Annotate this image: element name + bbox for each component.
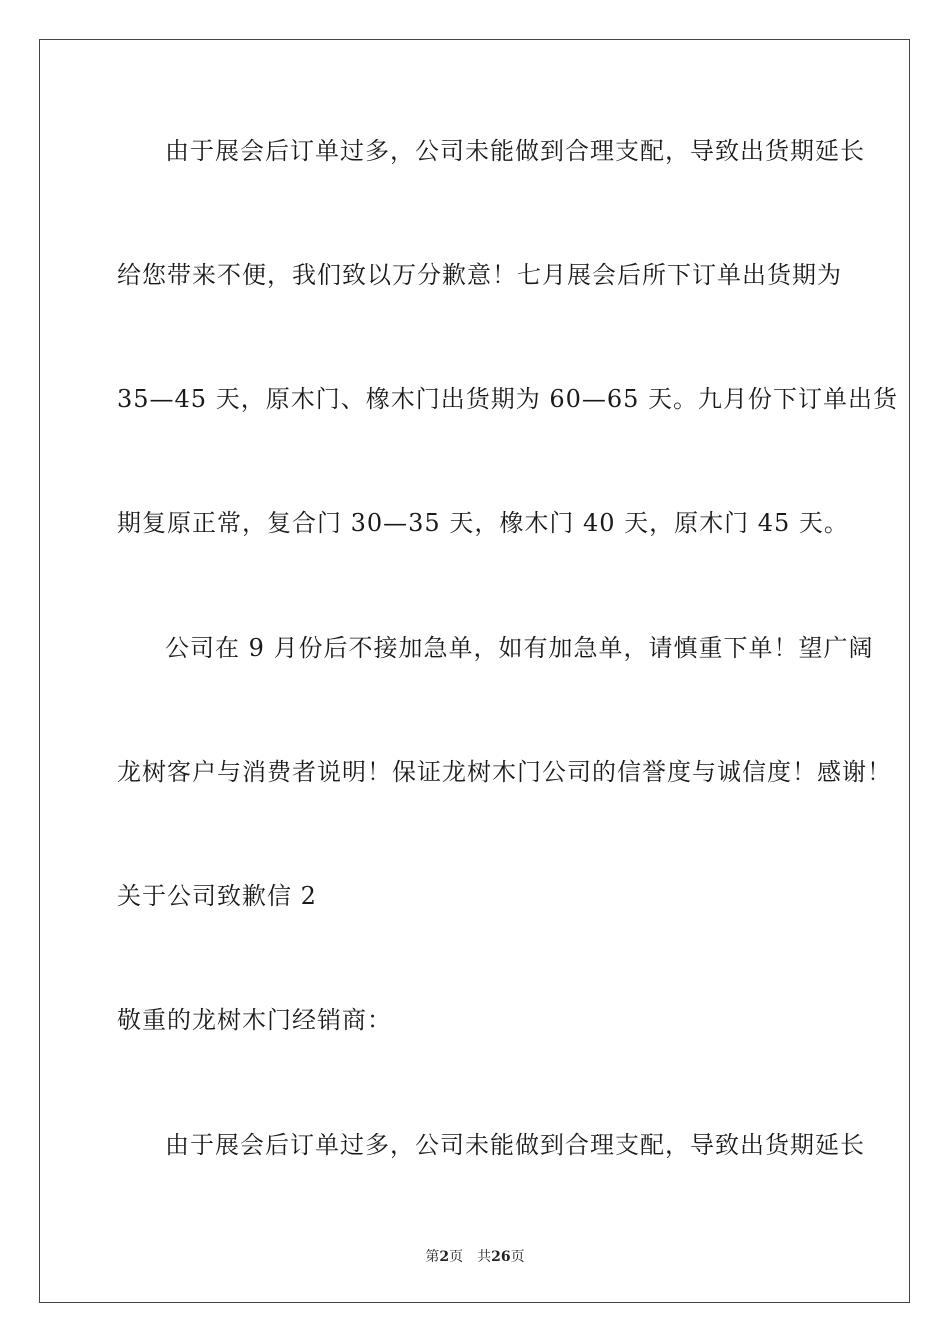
page-footer xyxy=(0,1248,950,1266)
paragraph-line-7: 由于展会后订单过多，公司未能做到合理支配，导致出货期延长 xyxy=(165,1131,865,1159)
footer-total-suffix: 页 xyxy=(510,1249,525,1265)
page-frame xyxy=(39,39,910,1303)
paragraph-line-4: 期复原正常，复合门 30—35 天，橡木门 40 天，原木门 45 天。 xyxy=(117,509,849,537)
paragraph-line-5: 公司在 9 月份后不接加急单，如有加急单，请慎重下单！望广阔 xyxy=(165,634,874,662)
salutation: 敬重的龙树木门经销商： xyxy=(117,1006,392,1034)
footer-page-prefix: 第 xyxy=(425,1249,440,1265)
paragraph-line-6: 龙树客户与消费者说明！保证龙树木门公司的信誉度与诚信度！感谢！ xyxy=(117,758,892,786)
footer-total-pages: 26 xyxy=(491,1249,511,1265)
footer-page-number: 2 xyxy=(439,1249,450,1265)
footer-page-suffix: 页 xyxy=(449,1249,464,1265)
section-heading: 关于公司致歉信 2 xyxy=(117,882,317,910)
paragraph-line-2: 给您带来不便，我们致以万分歉意！七月展会后所下订单出货期为 xyxy=(117,261,842,289)
footer-total-prefix: 共 xyxy=(477,1249,492,1265)
paragraph-line-3: 35—45 天，原木门、橡木门出货期为 60—65 天。九月份下订单出货 xyxy=(117,385,899,413)
paragraph-line-1: 由于展会后订单过多，公司未能做到合理支配，导致出货期延长 xyxy=(165,137,865,165)
